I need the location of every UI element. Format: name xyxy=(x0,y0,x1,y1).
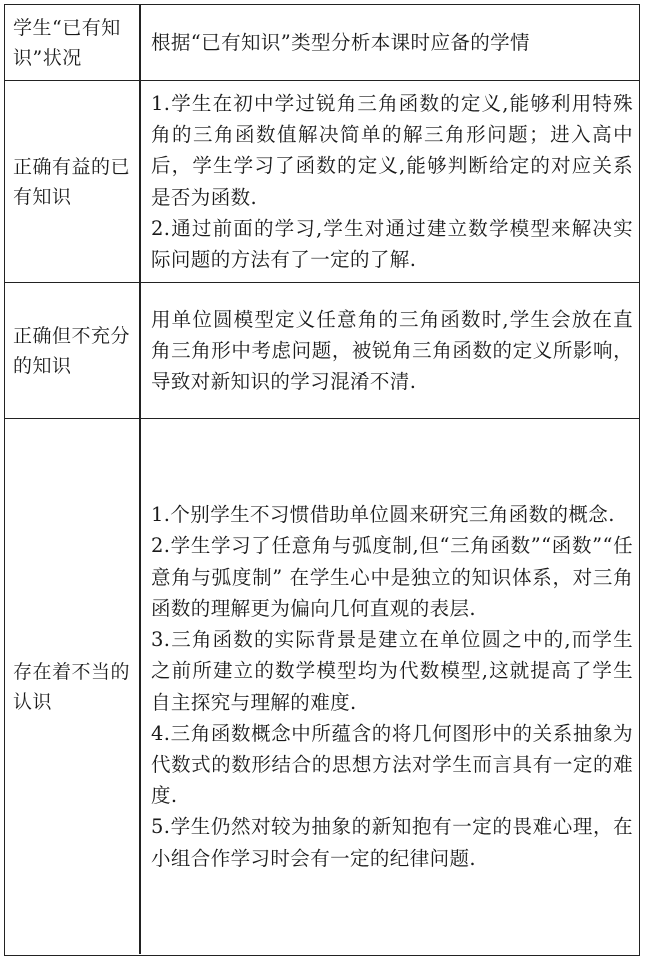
header-left-cell: 学生“已有知识”状况 xyxy=(5,5,141,80)
row-label-correct-beneficial: 正确有益的已有知识 xyxy=(5,81,141,282)
row-content-improper-understanding xyxy=(141,419,639,954)
content-paragraph: 5.学生仍然对较为抽象的新知抱有一定的畏难心理，在小组合作学习时会有一定的纪律问题. xyxy=(151,815,633,870)
table-header-row xyxy=(5,5,639,81)
content-paragraph: 3.三角函数的实际背景是建立在单位圆之中的,而学生之前所建立的数学模型均为代数模型,这就提高了学生自主探究与理解的难度. xyxy=(151,628,633,714)
table-row xyxy=(5,81,639,283)
content-paragraph: 2.学生学习了任意角与弧度制,但“三角函数”“函数”“任意角与弧度制” 在学生心中是独立的知识体系，对三角函数的理解更为偏向几何直观的表层. xyxy=(151,534,633,620)
table-row xyxy=(5,419,639,954)
row-label-correct-insufficient: 正确但不充分的知识 xyxy=(5,283,141,418)
content-paragraph: 2.通过前面的学习,学生对通过建立数学模型来解决实际问题的方法有了一定的了解. xyxy=(151,216,633,271)
row-label-improper-understanding: 存在着不当的认识 xyxy=(5,419,141,954)
row-content-correct-beneficial xyxy=(141,81,639,282)
table-row xyxy=(5,283,639,419)
content-paragraph: 1.个别学生不习惯借助单位圆来研究三角函数的概念. xyxy=(151,503,615,527)
learner-analysis-table xyxy=(4,4,640,956)
row-content-correct-insufficient xyxy=(141,283,639,418)
content-paragraph: 1.学生在初中学过锐角三角函数的定义,能够利用特殊角的三角函数值解决简单的解三角形问题；进入高中后，学生学习了函数的定义,能够判断给定的对应关系是否为函数. xyxy=(151,91,633,209)
content-paragraph: 用单位圆模型定义任意角的三角函数时,学生会放在直角三角形中考虑问题，被锐角三角函数的定义所影响，导致对新知识的学习混淆不清. xyxy=(151,307,633,394)
content-paragraph: 4.三角函数概念中所蕴含的将几何图形中的关系抽象为代数式的数形结合的思想方法对学生而言具有一定的难度. xyxy=(151,721,633,808)
header-right-cell: 根据“已有知识”类型分析本课时应备的学情 xyxy=(151,30,530,54)
